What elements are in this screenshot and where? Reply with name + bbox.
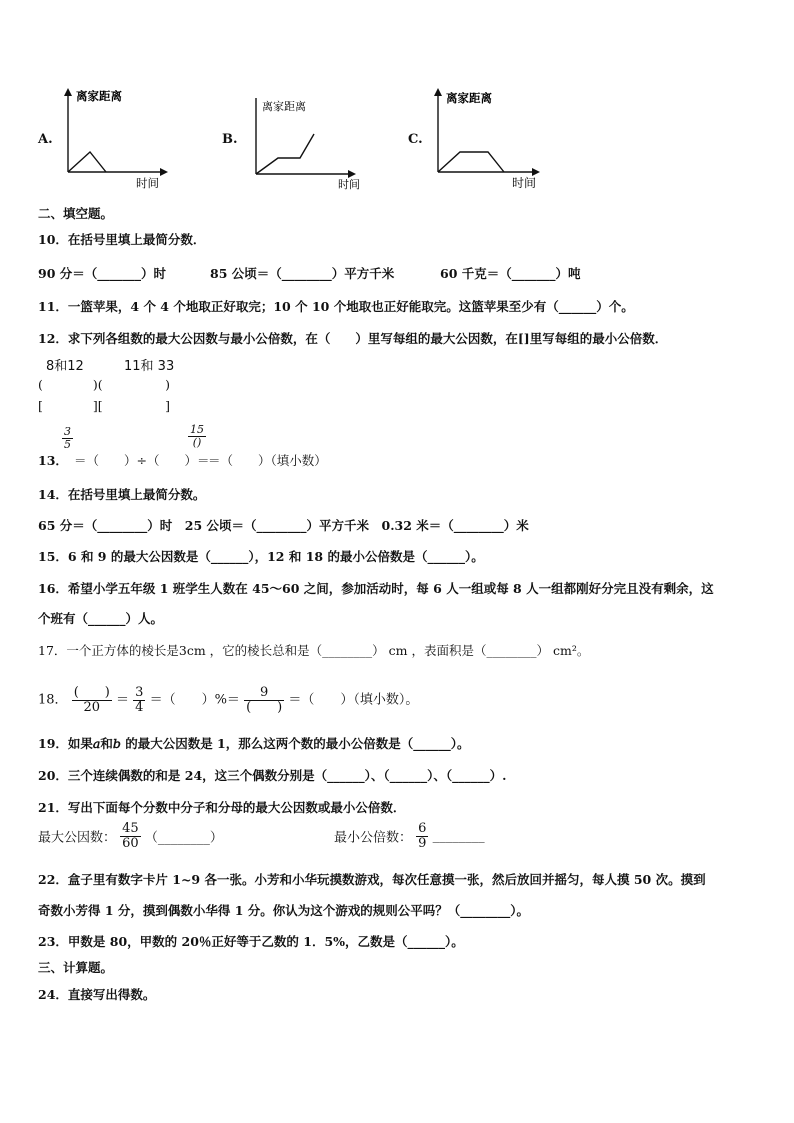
q24: 24．直接写出得数。 bbox=[38, 987, 156, 1002]
q21-lcm-row bbox=[334, 822, 485, 850]
q13-fraction-2 bbox=[188, 424, 206, 448]
q21-blank-1: （________） bbox=[144, 830, 223, 846]
graph-b bbox=[248, 94, 370, 190]
q13-number: 13． bbox=[38, 453, 68, 468]
q13-f2-denominator: () bbox=[192, 435, 202, 449]
option-c-label: C. bbox=[408, 132, 423, 147]
section-3-title: 三、计算题。 bbox=[38, 960, 114, 975]
q22-line-2: 奇数小芳得 1 分，摸到偶数小华得 1 分。你认为这个游戏的规则公平吗？（________）。 bbox=[38, 903, 530, 918]
q12-lcm-blanks: [ ][ ] bbox=[38, 398, 171, 413]
q18-f3-denominator: ( ) bbox=[246, 699, 283, 715]
q18-tail: ＝（ ）（填小数）。 bbox=[288, 692, 419, 708]
graph-b-x-label: 时间 bbox=[338, 178, 360, 190]
q13-f1-denominator: 5 bbox=[64, 437, 71, 451]
q13-fraction-1 bbox=[62, 426, 73, 450]
q17: 17．一个正方体的棱长是3cm ，它的棱长总和是（________） cm ，表面积是（________） cm²。 bbox=[38, 643, 590, 658]
q18-f1-denominator: 20 bbox=[83, 699, 101, 715]
q14-stem: 14．在括号里填上最简分数。 bbox=[38, 487, 206, 502]
q21-stem: 21．写出下面每个分数中分子和分母的最大公因数或最小公倍数． bbox=[38, 800, 406, 815]
q11: 11．一篮苹果，4 个 4 个地取正好取完；10 个 10 个地取也正好能取完。这篮苹果至少有（______）个。 bbox=[38, 299, 634, 314]
q10-part-b: 85 公顷＝（________）平方千米 bbox=[210, 266, 395, 281]
q13-f2-numerator: 15 bbox=[190, 423, 204, 436]
q19: 19．如果𝑎和𝑏 的最大公因数是 1，那么这两个数的最小公倍数是（______）。 bbox=[38, 736, 470, 751]
section-2-title: 二、填空题。 bbox=[38, 206, 114, 221]
q20: 20．三个连续偶数的和是 24，这三个偶数分别是（______）、（______）、（______）. bbox=[38, 768, 507, 783]
q18-f2-denominator: 4 bbox=[135, 699, 144, 715]
q10-stem: 10．在括号里填上最简分数． bbox=[38, 232, 206, 247]
q21-gcf-row bbox=[38, 822, 223, 850]
q16-line-2: 个班有（______）人。 bbox=[38, 611, 164, 626]
q12-group-1: 8和12 bbox=[46, 359, 84, 374]
q18-f3-numerator: 9 bbox=[244, 686, 284, 701]
q12-gcf-blanks: ( )( ) bbox=[38, 377, 171, 392]
graph-c-y-label: 离家距离 bbox=[446, 91, 492, 105]
q13-middle: ＝（ ）÷（ ）＝ bbox=[74, 453, 210, 468]
option-b-label: B. bbox=[222, 132, 238, 147]
q23: 23．甲数是 80，甲数的 20％正好等于乙数的 1．5%，乙数是（______）。 bbox=[38, 934, 464, 949]
q16-line-1: 16．希望小学五年级 1 班学生人数在 45～60 之间，参加活动时，每 6 人一组或每 8 人一组都刚好分完且没有剩余，这 bbox=[38, 581, 714, 596]
q14-line: 65 分＝（________）时 25 公顷＝（________）平方千米 0.32 米＝（________）米 bbox=[38, 518, 529, 533]
graph-b-y-label: 离家距离 bbox=[262, 100, 306, 113]
graph-a-y-label: 离家距离 bbox=[76, 89, 122, 103]
q18-f2-numerator: 3 bbox=[135, 685, 144, 700]
q13-tail: ＝（ ）（填小数） bbox=[208, 453, 327, 468]
graph-a-x-label: 时间 bbox=[136, 176, 159, 190]
q13-f1-numerator: 3 bbox=[64, 425, 71, 438]
q22-line-1: 22．盒子里有数字卡片 1~9 各一张。小芳和小华玩摸数游戏，每次任意摸一张，然后放回并摇匀，每人摸 50 次。摸到 bbox=[38, 872, 706, 887]
q21-gcf-label: 最大公因数： bbox=[38, 830, 117, 846]
graph-c-x-label: 时间 bbox=[512, 176, 537, 190]
graph-c bbox=[430, 86, 554, 190]
q18-number: 18． bbox=[38, 692, 68, 708]
q18 bbox=[38, 686, 418, 714]
q18-f1-numerator: ( ) bbox=[73, 685, 110, 700]
q12-group-2: 11和 33 bbox=[124, 359, 175, 374]
q10-part-c: 60 千克＝（_______）吨 bbox=[440, 266, 581, 281]
q21-f1-denominator: 60 bbox=[122, 835, 139, 851]
option-a-label: A. bbox=[38, 132, 53, 147]
q21-blank-2: ________ bbox=[432, 828, 485, 844]
q21-f2-numerator: 6 bbox=[418, 821, 427, 836]
q21-f1-numerator: 45 bbox=[122, 821, 139, 836]
q15: 15．6 和 9 的最大公因数是（______），12 和 18 的最小公倍数是（______）。 bbox=[38, 549, 484, 564]
q21-f2-denominator: 9 bbox=[418, 835, 427, 851]
q21-lcm-label: 最小公倍数： bbox=[334, 830, 413, 846]
q18-eq-1: ＝ bbox=[115, 692, 129, 708]
q10-part-a: 90 分＝（_______）时 bbox=[38, 266, 166, 281]
q12-stem: 12．求下列各组数的最大公因数与最小公倍数，在（ ）里写每组的最大公因数，在[]里写每组的最小公倍数． bbox=[38, 331, 668, 346]
q18-middle: ＝（ ）%＝ bbox=[149, 692, 240, 708]
graph-a bbox=[60, 86, 180, 190]
